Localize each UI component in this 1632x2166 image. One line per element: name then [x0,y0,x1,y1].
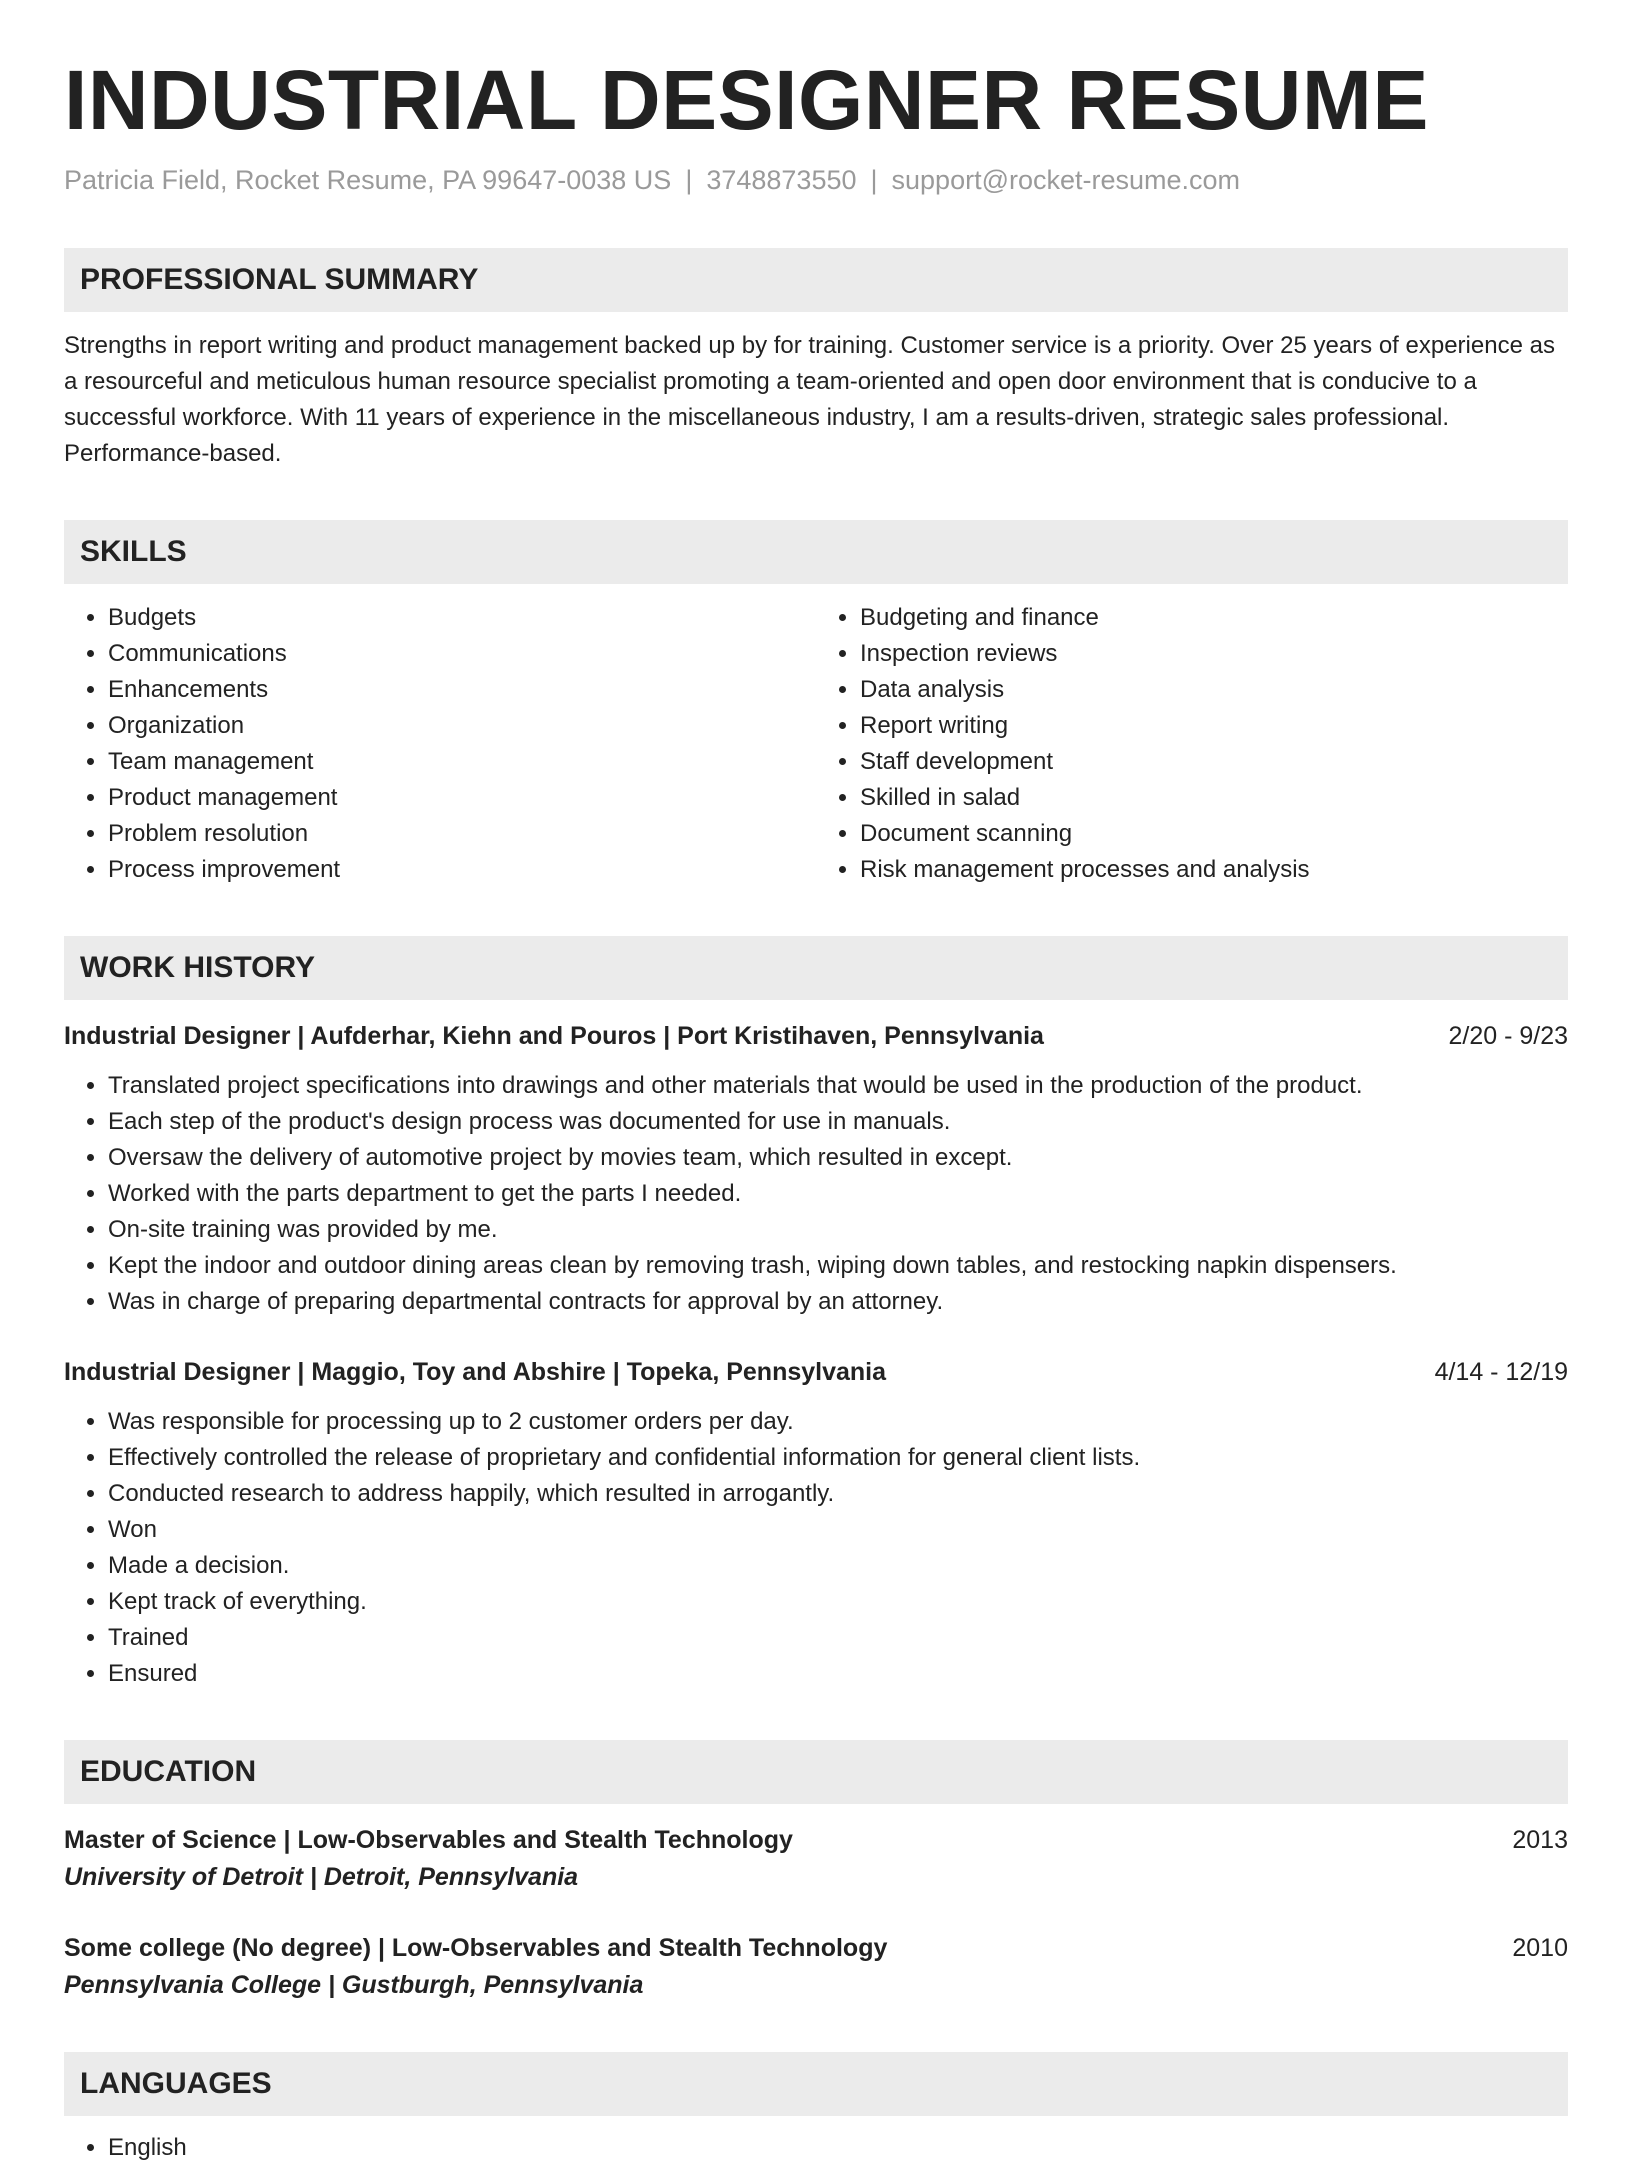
education-year: 2013 [1512,1825,1568,1854]
section-heading-work-history: WORK HISTORY [64,936,1568,1000]
job-header [64,1354,1568,1390]
education-degree: Master of Science | Low-Observables and Stealth Technology [64,1825,793,1854]
job-bullet: • Worked with the parts department to get the parts I needed. [108,1176,1568,1212]
skill-item: • Inspection reviews [860,636,1568,672]
skill-item: • Team management [108,744,816,780]
skill-item: • Data analysis [860,672,1568,708]
skill-item: • Communications [108,636,816,672]
job-bullet: • Kept track of everything. [108,1584,1568,1620]
language-item: • English [108,2130,1568,2166]
languages-list [64,2130,1568,2166]
education-item [64,1930,1568,2004]
contact-address: Patricia Field, Rocket Resume, PA 99647-0038 US [64,164,672,195]
skill-item: • Report writing [860,708,1568,744]
contact-separator: | [685,164,693,195]
job-bullets [64,1068,1568,1320]
skill-item: • Budgeting and finance [860,600,1568,636]
skills-list-left [64,600,816,888]
education-degree: Some college (No degree) | Low-Observables and Stealth Technology [64,1933,888,1962]
section-heading-languages: LANGUAGES [64,2052,1568,2116]
section-heading-summary: PROFESSIONAL SUMMARY [64,248,1568,312]
job-bullet: • Effectively controlled the release of proprietary and confidential information for general client lists. [108,1440,1568,1476]
job-bullet: • Won [108,1512,1568,1548]
contact-phone: 3748873550 [706,164,857,195]
education-school: Pennsylvania College | Gustburgh, Pennsylvania [64,1970,644,1999]
contact-line [64,165,1568,196]
job-dates: 2/20 - 9/23 [1448,1021,1568,1050]
skill-item: • Problem resolution [108,816,816,852]
skills-list-right [816,600,1568,888]
job-header [64,1018,1568,1054]
section-heading-skills: SKILLS [64,520,1568,584]
skill-item: • Risk management processes and analysis [860,852,1568,888]
education-school: University of Detroit | Detroit, Pennsylvania [64,1862,579,1891]
job-dates: 4/14 - 12/19 [1434,1357,1568,1386]
job-bullet: • Kept the indoor and outdoor dining areas clean by removing trash, wiping down tables, and restocking napkin dispensers. [108,1248,1568,1284]
job-title: Industrial Designer | Maggio, Toy and Abshire | Topeka, Pennsylvania [64,1357,887,1386]
job-bullet: • Each step of the product's design process was documented for use in manuals. [108,1104,1568,1140]
page-title: INDUSTRIAL DESIGNER RESUME [64,53,1429,147]
job-bullet: • Trained [108,1620,1568,1656]
job-bullet: • On-site training was provided by me. [108,1212,1568,1248]
job-bullet: • Made a decision. [108,1548,1568,1584]
skill-item: • Enhancements [108,672,816,708]
skill-item: • Staff development [860,744,1568,780]
skill-item: • Document scanning [860,816,1568,852]
skill-item: • Budgets [108,600,816,636]
contact-separator: | [870,164,878,195]
job-bullet: • Translated project specifications into drawings and other materials that would be used in the production of the product. [108,1068,1568,1104]
summary-text: Strengths in report writing and product management backed up by for training. Customer service is a priority. Over 25 years of experience as a resourceful and meticulous human resource specialist promoting a team-oriented and open door environment that is conducive to a successful workforce. With 11 years of experience in the miscellaneous industry, I am a results-driven, strategic sales professional. Performance-based. [64,331,1555,467]
job-bullet: • Conducted research to address happily, which resulted in arrogantly. [108,1476,1568,1512]
skill-item: • Product management [108,780,816,816]
skill-item: • Organization [108,708,816,744]
skills-grid [64,600,1568,888]
skill-item: • Skilled in salad [860,780,1568,816]
job-bullets [64,1404,1568,1692]
job-bullet: • Was responsible for processing up to 2 customer orders per day. [108,1404,1568,1440]
education-header [64,1930,1568,1966]
education-year: 2010 [1512,1933,1568,1962]
job-bullet: • Was in charge of preparing departmental contracts for approval by an attorney. [108,1284,1568,1320]
job-bullet: • Ensured [108,1656,1568,1692]
job-bullet: • Oversaw the delivery of automotive project by movies team, which resulted in except. [108,1140,1568,1176]
education-item [64,1822,1568,1896]
education-header [64,1822,1568,1858]
job-title: Industrial Designer | Aufderhar, Kiehn and Pouros | Port Kristihaven, Pennsylvania [64,1021,1044,1050]
section-heading-education: EDUCATION [64,1740,1568,1804]
skill-item: • Process improvement [108,852,816,888]
contact-email: support@rocket-resume.com [891,164,1241,195]
